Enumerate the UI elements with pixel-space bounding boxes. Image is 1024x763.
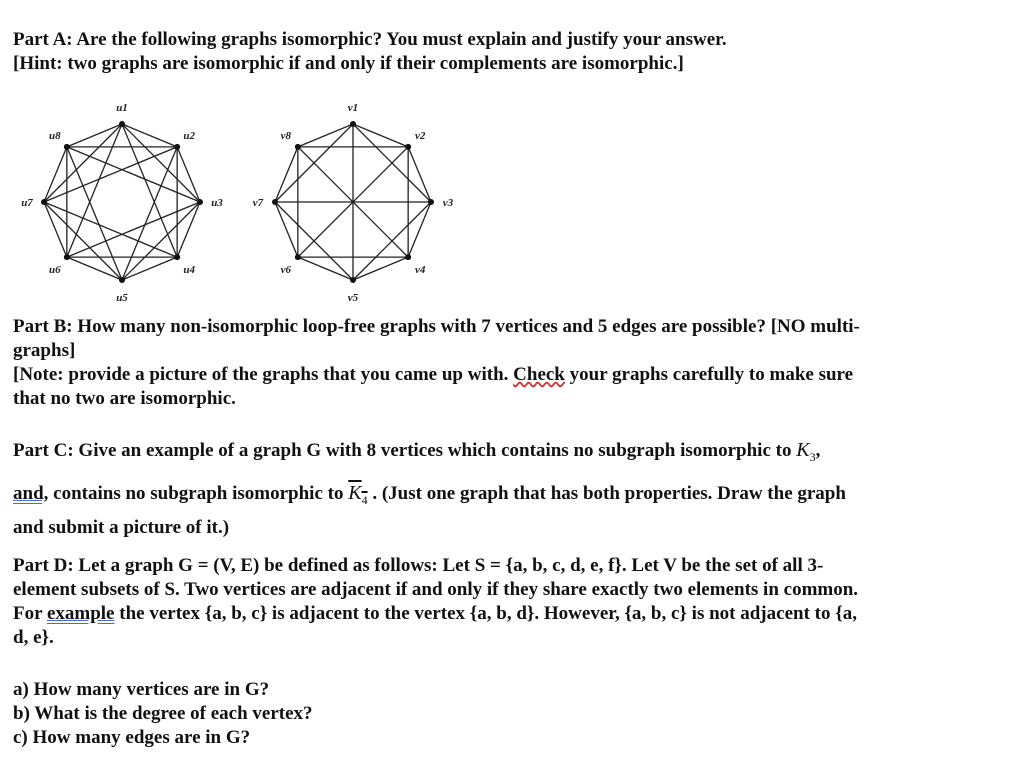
vertex-label: v6 xyxy=(280,264,292,277)
vertex-label: u7 xyxy=(21,197,33,209)
vertex-label: v7 xyxy=(252,197,264,209)
graph-u xyxy=(21,102,223,304)
question-b: b) What is the degree of each vertex? xyxy=(13,703,313,724)
k3-symbol: $K_3$ xyxy=(796,439,816,464)
graph-vertex xyxy=(295,254,301,260)
vertex-label: u6 xyxy=(49,264,61,277)
graph-edge xyxy=(298,257,353,280)
vertex-label: u4 xyxy=(183,264,195,277)
graph-vertex xyxy=(405,144,411,150)
vertex-label: u1 xyxy=(116,102,128,114)
vertex-label: u2 xyxy=(183,129,195,142)
part-a-question: Part A: Are the following graphs isomorphic? You must explain and justify your answer. xyxy=(13,29,727,50)
part-d-line-2: element subsets of S. Two vertices are adjacent if and only if they share exactly two elements in common. xyxy=(13,579,859,600)
part-b-question-1: Part B: How many non-isomorphic loop-free graphs with 7 vertices and 5 edges are possible? [NO multi- xyxy=(13,316,860,337)
part-c xyxy=(13,438,1013,540)
vertex-label: u3 xyxy=(211,197,223,209)
part-b-note: [Note: provide a picture of the graphs that you came up with. Check your graphs carefully to make sure xyxy=(13,364,854,385)
vertex-label: v8 xyxy=(280,129,292,142)
vertex-label: v1 xyxy=(347,102,359,114)
graph-edge xyxy=(298,124,353,147)
graph-vertex xyxy=(174,144,180,150)
part-b-question-2: graphs] xyxy=(13,340,76,361)
vertex-label: u8 xyxy=(49,129,61,142)
part-a-hint: [Hint: two graphs are isomorphic if and only if their complements are isomorphic.] xyxy=(13,53,684,74)
vertex-label: v3 xyxy=(442,197,454,209)
vertex-label: v5 xyxy=(347,292,359,304)
part-a xyxy=(13,28,1013,76)
graphs-figure xyxy=(0,95,520,304)
part-c-line-1: Part C: Give an example of a graph G with 8 vertices which contains no subgraph isomorphic to $K_3$, xyxy=(13,439,821,464)
part-d-line-1: Part D: Let a graph G = (V, E) be defined as follows: Let S = {a, b, c, d, e, f}. Let V be the set of all 3- xyxy=(13,555,824,576)
question-c: c) How many edges are in G? xyxy=(13,727,251,748)
graph-vertex xyxy=(405,254,411,260)
part-c-line-3: and submit a picture of it.) xyxy=(13,517,230,538)
vertex-label: v2 xyxy=(414,129,426,142)
graph-edge xyxy=(353,257,408,280)
graph-vertex xyxy=(428,199,434,205)
question-a: a) How many vertices are in G? xyxy=(13,679,270,700)
vertex-label: v4 xyxy=(414,264,426,277)
graph-vertex xyxy=(272,199,278,205)
vertex-label: u5 xyxy=(116,292,128,304)
part-d-line-3: For example the vertex {a, b, c} is adjacent to the vertex {a, b, d}. However, {a, b, c} is not adjacent to {a, xyxy=(13,603,857,624)
graph-vertex xyxy=(119,121,125,127)
part-d-line-4: d, e}. xyxy=(13,627,54,648)
graph-vertex xyxy=(350,121,356,127)
graph-edge xyxy=(408,147,431,202)
graph-edge xyxy=(353,124,408,147)
spell-flag: Check xyxy=(513,364,565,385)
graph-vertex xyxy=(119,277,125,283)
graph-edge xyxy=(275,202,298,257)
graph-edge xyxy=(275,147,298,202)
part-b-note-2: that no two are isomorphic. xyxy=(13,388,236,409)
part-b xyxy=(13,315,1013,411)
graph-vertex xyxy=(64,254,70,260)
graph-vertex xyxy=(64,144,70,150)
graph-vertex xyxy=(174,254,180,260)
k4-complement-symbol: $K_4$ xyxy=(348,482,368,507)
graph-vertex xyxy=(41,199,47,205)
graph-vertex xyxy=(350,277,356,283)
part-d xyxy=(13,554,1013,650)
graph-edge xyxy=(408,202,431,257)
graph-vertex xyxy=(197,199,203,205)
part-d-questions xyxy=(13,678,1013,750)
graph-v xyxy=(253,102,454,304)
part-c-line-2: and, contains no subgraph isomorphic to $K_4$ . (Just one graph that has both properties. Draw the graph xyxy=(13,482,846,507)
graph-vertex xyxy=(295,144,301,150)
